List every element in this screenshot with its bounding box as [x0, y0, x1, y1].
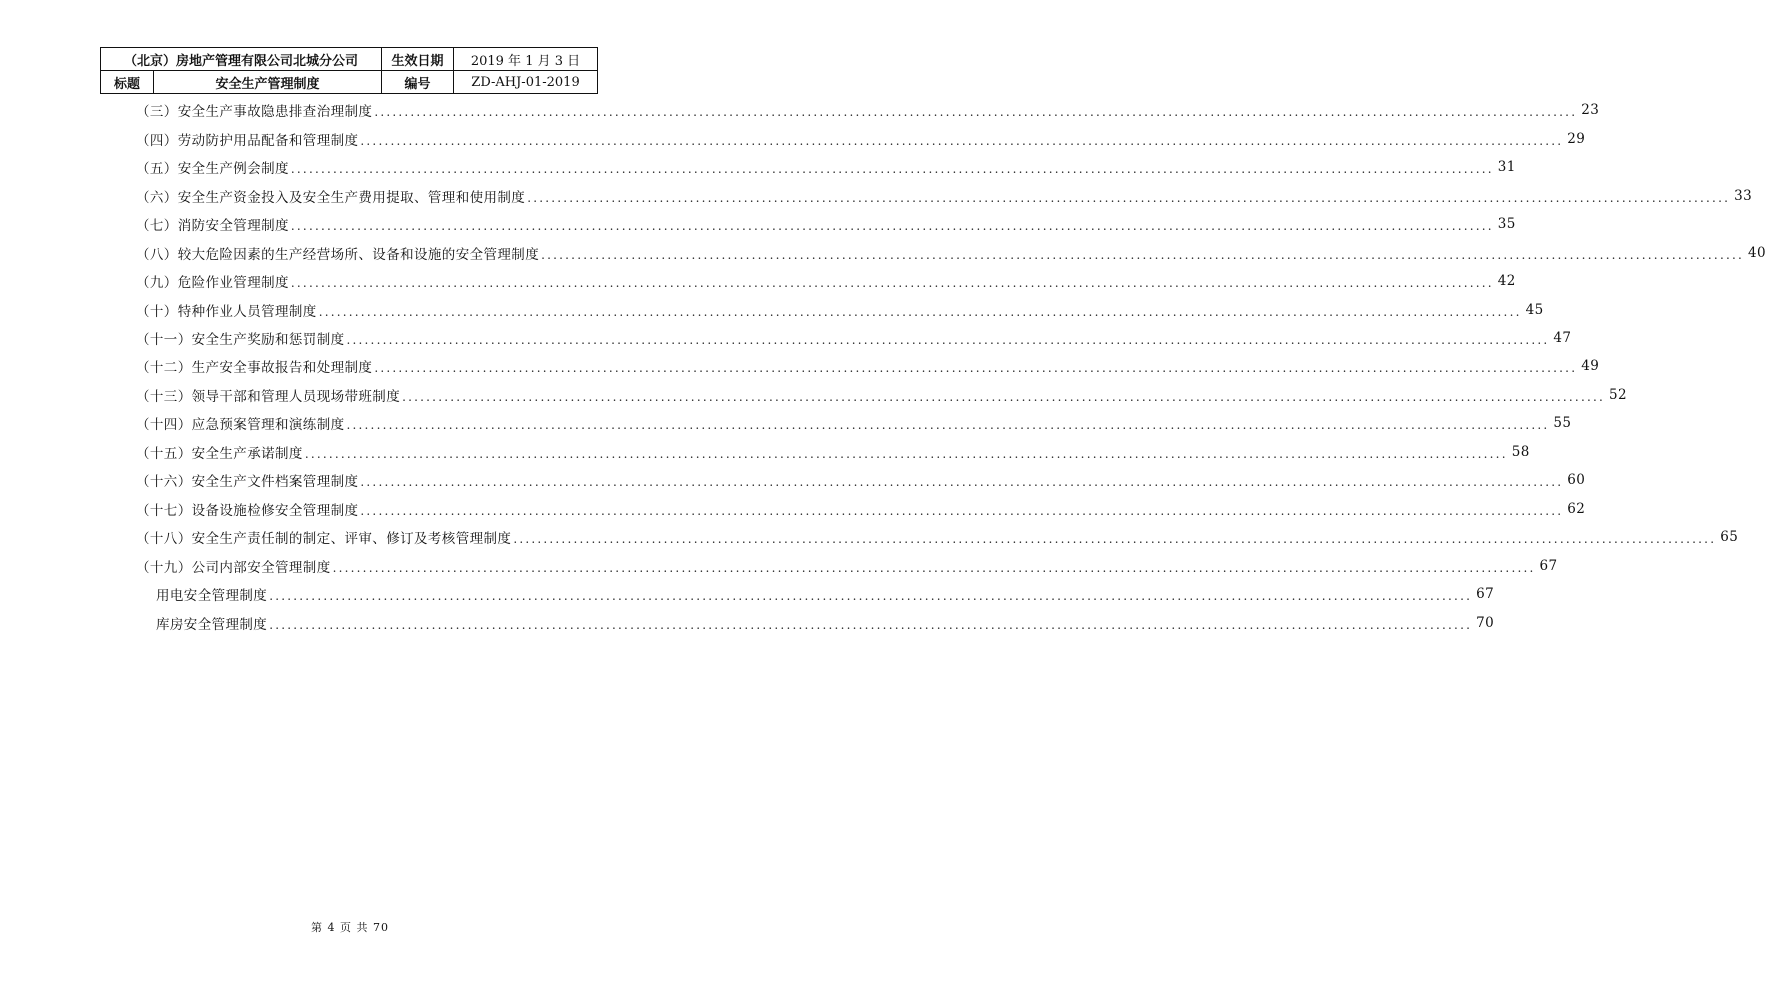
document-header-table: [100, 47, 598, 94]
toc-entry[interactable]: [136, 124, 1586, 152]
title-value: 安全生产管理制度: [215, 76, 320, 92]
toc-entry-page: 40: [1748, 244, 1766, 261]
toc-dot-leader: ........................................................................................................................................................................................................: [513, 532, 1717, 547]
toc-entry[interactable]: [136, 295, 1544, 323]
toc-entry-title: 库房安全管理制度: [156, 616, 268, 633]
header-row-1: [101, 48, 598, 71]
toc-entry[interactable]: [136, 267, 1516, 295]
toc-entry-title: （十）特种作业人员管理制度: [136, 303, 317, 320]
toc-entry[interactable]: [136, 153, 1516, 181]
toc-entry-page: 35: [1497, 216, 1516, 233]
toc-entry[interactable]: [136, 324, 1572, 352]
toc-entry-title: （四）劳动防护用品配备和管理制度: [136, 132, 359, 149]
toc-entry-title: 用电安全管理制度: [156, 588, 268, 605]
toc-entry-page: 45: [1525, 301, 1544, 318]
toc-entry-title: （十二）生产安全事故报告和处理制度: [136, 360, 373, 377]
toc-dot-leader: ........................................................................................................................................................................................................: [332, 560, 1536, 575]
toc-dot-leader: ........................................................................................................................................................................................................: [541, 247, 1744, 262]
company-name: （北京）房地产管理有限公司北城分公司: [101, 48, 382, 71]
header-row-2: [101, 71, 598, 94]
toc-entry-title: （八）较大危险因素的生产经营场所、设备和设施的安全管理制度: [136, 246, 540, 263]
toc-entry-page: 70: [1476, 614, 1495, 631]
code-value: ZD-AHJ-01-2019: [454, 71, 598, 94]
toc-entry-title: （九）危险作业管理制度: [136, 275, 289, 292]
code-label: 编号: [382, 71, 454, 94]
effective-date-label: 生效日期: [382, 48, 454, 71]
toc-entry[interactable]: [136, 552, 1558, 580]
toc-dot-leader: ........................................................................................................................................................................................................: [346, 418, 1550, 433]
toc-entry[interactable]: [136, 181, 1753, 209]
toc-dot-leader: ........................................................................................................................................................................................................: [374, 105, 1578, 120]
toc-dot-leader: ........................................................................................................................................................................................................: [290, 162, 1494, 177]
toc-entry[interactable]: [136, 352, 1600, 380]
toc-entry-page: 58: [1511, 443, 1530, 460]
toc-entry-page: 49: [1581, 358, 1600, 375]
title-label: 标题: [101, 71, 154, 93]
toc-dot-leader: ........................................................................................................................................................................................................: [360, 133, 1564, 148]
title-cell: [101, 71, 382, 94]
toc-entry-page: 29: [1567, 130, 1586, 147]
toc-entry-page: 60: [1567, 472, 1586, 489]
toc-entry[interactable]: [136, 381, 1627, 409]
toc-entry-page: 65: [1720, 529, 1739, 546]
toc-dot-leader: ........................................................................................................................................................................................................: [290, 219, 1494, 234]
table-of-contents: [136, 96, 1766, 637]
toc-entry-title: （三）安全生产事故隐患排查治理制度: [136, 104, 373, 121]
toc-dot-leader: ........................................................................................................................................................................................................: [527, 190, 1731, 205]
toc-entry-title: （十八）安全生产责任制的制定、评审、修订及考核管理制度: [136, 531, 512, 548]
toc-entry-page: 67: [1476, 586, 1495, 603]
toc-entry-title: （六）安全生产资金投入及安全生产费用提取、管理和使用制度: [136, 189, 526, 206]
toc-dot-leader: ........................................................................................................................................................................................................: [290, 276, 1494, 291]
toc-dot-leader: ........................................................................................................................................................................................................: [318, 304, 1522, 319]
toc-entry-page: 42: [1497, 273, 1516, 290]
toc-dot-leader: ........................................................................................................................................................................................................: [360, 475, 1564, 490]
toc-entry[interactable]: [136, 238, 1766, 266]
toc-entry-page: 31: [1497, 159, 1516, 176]
toc-entry[interactable]: [136, 466, 1586, 494]
toc-entry[interactable]: [136, 608, 1495, 636]
toc-entry[interactable]: [136, 409, 1572, 437]
toc-dot-leader: ........................................................................................................................................................................................................: [346, 332, 1550, 347]
toc-entry-page: 33: [1734, 187, 1753, 204]
toc-dot-leader: ........................................................................................................................................................................................................: [402, 389, 1605, 404]
toc-entry-page: 52: [1609, 386, 1627, 403]
toc-entry-title: （十六）安全生产文件档案管理制度: [136, 474, 359, 491]
toc-entry-title: （十四）应急预案管理和演练制度: [136, 417, 345, 434]
toc-entry[interactable]: [136, 580, 1495, 608]
toc-entry-page: 23: [1581, 102, 1600, 119]
toc-entry-title: （十一）安全生产奖励和惩罚制度: [136, 331, 345, 348]
page-footer: 第 4 页 共 70: [311, 921, 389, 934]
toc-entry[interactable]: [136, 523, 1739, 551]
effective-date-value: 2019 年 1 月 3 日: [454, 48, 598, 71]
toc-entry-title: （七）消防安全管理制度: [136, 218, 289, 235]
toc-entry[interactable]: [136, 495, 1586, 523]
toc-dot-leader: ........................................................................................................................................................................................................: [269, 617, 1473, 632]
toc-entry-page: 62: [1567, 500, 1586, 517]
toc-dot-leader: ........................................................................................................................................................................................................: [304, 446, 1508, 461]
toc-dot-leader: ........................................................................................................................................................................................................: [269, 589, 1473, 604]
toc-entry-title: （十五）安全生产承诺制度: [136, 445, 303, 462]
toc-entry-title: （十三）领导干部和管理人员现场带班制度: [136, 388, 401, 405]
toc-dot-leader: ........................................................................................................................................................................................................: [374, 361, 1578, 376]
toc-entry[interactable]: [136, 438, 1530, 466]
toc-entry-page: 47: [1553, 329, 1572, 346]
toc-entry-title: （十七）设备设施检修安全管理制度: [136, 502, 359, 519]
toc-entry-title: （十九）公司内部安全管理制度: [136, 559, 331, 576]
toc-dot-leader: ........................................................................................................................................................................................................: [360, 503, 1564, 518]
toc-entry-page: 67: [1539, 557, 1558, 574]
toc-entry-page: 55: [1553, 415, 1572, 432]
toc-entry[interactable]: [136, 210, 1516, 238]
toc-entry-title: （五）安全生产例会制度: [136, 161, 289, 178]
toc-entry[interactable]: [136, 96, 1600, 124]
